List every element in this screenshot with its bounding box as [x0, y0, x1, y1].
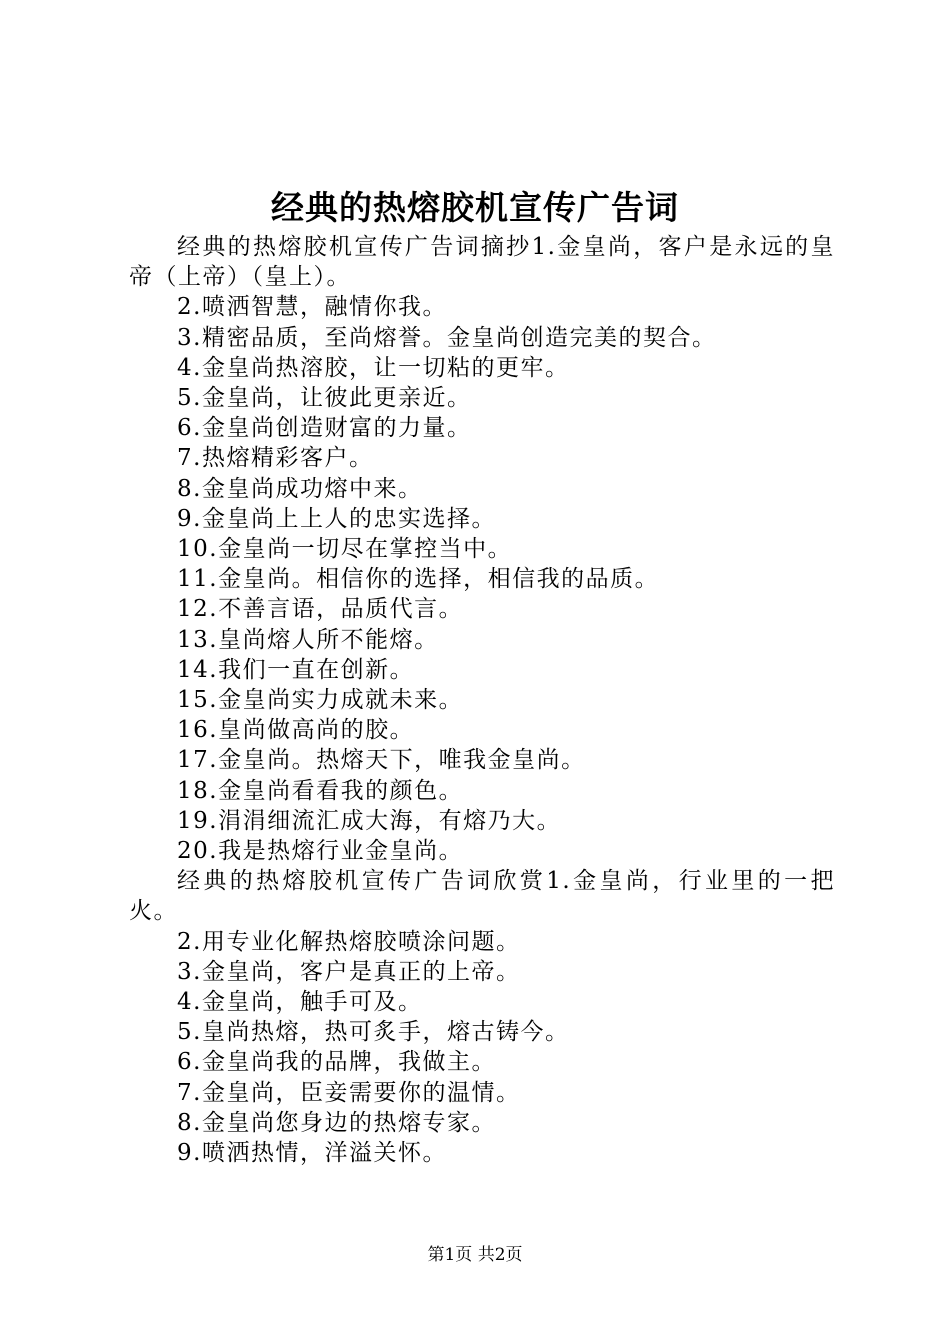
- list-item: 10.金皇尚一切尽在掌控当中。: [177, 536, 513, 563]
- list-item: 3.金皇尚，客户是真正的上帝。: [177, 958, 521, 985]
- document-title: 经典的热熔胶机宣传广告词: [271, 188, 679, 227]
- list-item: 3.精密品质，至尚熔誉。金皇尚创造完美的契合。: [177, 324, 717, 351]
- list-item: 20.我是热熔行业金皇尚。: [177, 838, 464, 865]
- section2-intro: 经典的热熔胶机宣传广告词欣赏1.金皇尚，行业里的一把火。: [129, 868, 835, 925]
- list-item: 12.不善言语，品质代言。: [177, 596, 464, 623]
- list-item: 2.喷洒智慧，融情你我。: [177, 294, 447, 321]
- list-item: 17.金皇尚。热熔天下，唯我金皇尚。: [177, 747, 586, 774]
- list-item: 14.我们一直在创新。: [177, 656, 415, 683]
- list-item: 18.金皇尚看看我的颜色。: [177, 777, 464, 804]
- list-item: 5.皇尚热熔，热可炙手，熔古铸今。: [177, 1019, 570, 1046]
- list-item: 16.皇尚做高尚的胶。: [177, 717, 415, 744]
- list-item: 11.金皇尚。相信你的选择，相信我的品质。: [177, 566, 660, 593]
- list-item: 8.金皇尚成功熔中来。: [177, 475, 423, 502]
- section2-list: [129, 927, 835, 1169]
- page-footer: 第1页 共2页: [427, 1245, 523, 1265]
- document-body: [129, 232, 835, 1168]
- section1-intro: 经典的热熔胶机宣传广告词摘抄1.金皇尚，客户是永远的皇帝（上帝）（皇上）。: [129, 234, 835, 291]
- list-item: 9.金皇尚上上人的忠实选择。: [177, 505, 496, 532]
- list-item: 6.金皇尚我的品牌，我做主。: [177, 1049, 496, 1076]
- list-item: 13.皇尚熔人所不能熔。: [177, 626, 439, 653]
- list-item: 7.金皇尚，臣妾需要你的温情。: [177, 1079, 521, 1106]
- list-item: 9.喷洒热情，洋溢关怀。: [177, 1140, 447, 1167]
- list-item: 19.涓涓细流汇成大海，有熔乃大。: [177, 807, 562, 834]
- section1-list: [129, 292, 835, 866]
- list-item: 15.金皇尚实力成就未来。: [177, 687, 464, 714]
- list-item: 6.金皇尚创造财富的力量。: [177, 415, 472, 442]
- list-item: 4.金皇尚热溶胶，让一切粘的更牢。: [177, 354, 570, 381]
- list-item: 8.金皇尚您身边的热熔专家。: [177, 1109, 496, 1136]
- list-item: 5.金皇尚，让彼此更亲近。: [177, 385, 472, 412]
- list-item: 7.热熔精彩客户。: [177, 445, 374, 472]
- list-item: 4.金皇尚，触手可及。: [177, 989, 423, 1016]
- list-item: 2.用专业化解热熔胶喷涂问题。: [177, 928, 521, 955]
